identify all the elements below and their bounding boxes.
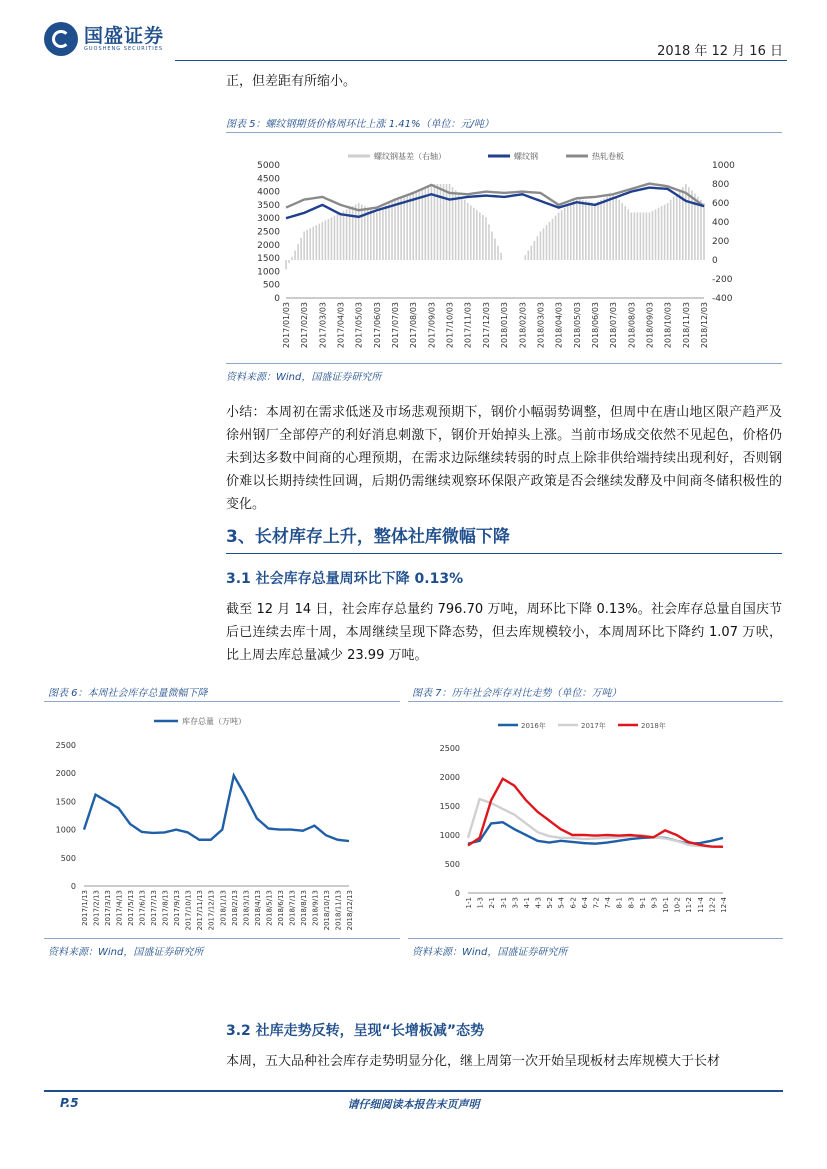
x-tick-label: 2017/09/03 xyxy=(427,302,437,349)
figure7-top-rule xyxy=(408,701,783,702)
x-tick-label: 2017/10/03 xyxy=(445,302,455,349)
legend-label: 螺纹钢 xyxy=(514,152,538,161)
left-tick-label: 5000 xyxy=(257,161,280,171)
x-tick-label: 2017/5/13 xyxy=(127,890,136,926)
x-tick-label: 2018/06/03 xyxy=(590,302,600,349)
x-tick-label: 2018/8/13 xyxy=(299,890,308,926)
figure7-bottom-rule xyxy=(408,938,783,939)
x-tick-label: 2018/2/13 xyxy=(230,890,239,926)
x-tick-label: 9-1 xyxy=(638,897,647,909)
x-tick-label: 2018/12/03 xyxy=(700,302,709,349)
x-tick-label: 2018/11/13 xyxy=(334,890,343,931)
x-tick-label: 11-4 xyxy=(696,897,705,913)
figure6-source: 资料来源：Wind，国盛证券研究所 xyxy=(48,947,204,958)
x-tick-label: 2018/09/03 xyxy=(645,302,655,349)
right-tick-label: -400 xyxy=(712,294,733,304)
y-tick-label: 0 xyxy=(70,882,76,891)
left-tick-label: 2500 xyxy=(257,227,280,238)
x-tick-label: 2018/08/03 xyxy=(627,302,637,349)
x-tick-label: 10-1 xyxy=(662,897,671,913)
figure5-title: 图表 5：螺纹钢期货价格周环比上涨 1.41%（单位：元/吨） xyxy=(226,119,494,130)
legend-label: 2017年 xyxy=(581,722,606,730)
y-tick-label: 2000 xyxy=(439,773,460,782)
x-tick-label: 2017/08/03 xyxy=(409,302,419,349)
section3-title: 3、长材库存上升，整体社库微幅下降 xyxy=(226,527,510,547)
legend-label: 热轧卷板 xyxy=(592,152,624,161)
y-tick-label: 1500 xyxy=(55,797,76,807)
figure5-top-rule xyxy=(226,132,782,133)
x-tick-label: 2017/11/13 xyxy=(196,890,205,931)
x-tick-label: 2017/10/13 xyxy=(184,890,193,931)
logo-icon xyxy=(44,22,78,56)
x-tick-label: 4-3 xyxy=(534,897,543,909)
x-tick-label: 12-4 xyxy=(720,897,728,913)
x-tick-label: 2017/6/13 xyxy=(138,890,147,926)
x-tick-label: 2018/9/13 xyxy=(311,890,320,926)
section3-rule xyxy=(226,553,782,554)
x-tick-label: 2017/04/03 xyxy=(336,302,346,349)
x-tick-label: 2017/9/13 xyxy=(173,890,182,926)
x-tick-label: 2017/02/03 xyxy=(300,302,310,349)
x-tick-label: 2018/7/13 xyxy=(288,890,297,926)
report-date: 2018 年 12 月 16 日 xyxy=(657,44,783,59)
left-tick-label: 1500 xyxy=(257,254,280,265)
x-tick-label: 2018/5/13 xyxy=(265,890,274,926)
x-tick-label: 1-3 xyxy=(476,897,485,909)
left-tick-label: 1000 xyxy=(257,267,280,278)
x-tick-label: 2018/04/03 xyxy=(554,302,564,349)
right-tick-label: 0 xyxy=(712,256,718,266)
x-tick-label: 5-4 xyxy=(557,897,566,909)
legend-label: 库存总量（万吨） xyxy=(182,717,246,726)
brand-logo xyxy=(44,22,164,56)
x-tick-label: 2017/1/13 xyxy=(81,890,89,926)
y-tick-label: 500 xyxy=(60,853,76,863)
figure6-bottom-rule xyxy=(44,938,400,939)
x-tick-label: 7-2 xyxy=(592,897,601,909)
right-tick-label: 600 xyxy=(712,199,730,209)
left-tick-label: 4000 xyxy=(257,187,280,198)
x-tick-label: 2018/05/03 xyxy=(572,302,582,349)
x-tick-label: 2017/12/03 xyxy=(481,302,491,349)
x-tick-label: 2018/10/03 xyxy=(663,302,673,349)
left-tick-label: 4500 xyxy=(257,174,280,185)
left-tick-label: 500 xyxy=(262,280,280,291)
x-tick-label: 2017/07/03 xyxy=(391,302,401,349)
section32-title: 3.2 社库走势反转，呈现“长增板减”态势 xyxy=(226,1023,485,1039)
series-line-2018年 xyxy=(468,779,723,847)
x-tick-label: 2018/01/03 xyxy=(500,302,510,349)
y-tick-label: 1000 xyxy=(439,831,460,840)
figure7-source: 资料来源：Wind，国盛证券研究所 xyxy=(412,947,568,958)
x-tick-label: 12-2 xyxy=(708,897,717,913)
x-tick-label: 11-2 xyxy=(685,897,694,913)
x-tick-label: 2017/8/13 xyxy=(161,890,170,926)
right-tick-label: -200 xyxy=(712,275,733,285)
x-tick-label: 2017/12/13 xyxy=(207,890,216,931)
x-tick-label: 4-1 xyxy=(522,897,531,909)
figure6-top-rule xyxy=(44,701,400,702)
x-tick-label: 2018/02/03 xyxy=(518,302,528,349)
left-tick-label: 3500 xyxy=(257,200,280,211)
figure5-source: 资料来源：Wind，国盛证券研究所 xyxy=(226,372,382,383)
section31-title: 3.1 社会库存总量周环比下降 0.13% xyxy=(226,571,464,587)
figure6-title: 图表 6：本周社会库存总量微幅下降 xyxy=(48,688,208,699)
inventory-line xyxy=(84,775,349,841)
x-tick-label: 2017/01/03 xyxy=(282,302,291,349)
x-tick-label: 6-4 xyxy=(580,897,589,909)
x-tick-label: 2018/4/13 xyxy=(253,890,262,926)
y-tick-label: 500 xyxy=(444,860,460,869)
x-tick-label: 2017/05/03 xyxy=(354,302,364,349)
left-tick-label: 3000 xyxy=(257,214,280,225)
y-tick-label: 1500 xyxy=(439,802,460,811)
y-tick-label: 0 xyxy=(454,889,460,898)
y-tick-label: 1000 xyxy=(55,825,76,835)
section32-paragraph: 本周，五大品种社会库存走势明显分化，继上周第一次开始呈现板材去库规模大于长材 xyxy=(226,1054,721,1069)
x-tick-label: 3-3 xyxy=(511,897,520,909)
legend-label: 螺纹钢基差（右轴） xyxy=(374,152,446,161)
right-tick-label: 1000 xyxy=(712,161,735,171)
x-tick-label: 7-4 xyxy=(604,897,613,909)
x-tick-label: 2-1 xyxy=(488,897,497,909)
intro-line: 正，但差距有所缩小。 xyxy=(226,74,357,89)
y-tick-label: 2500 xyxy=(439,744,460,753)
left-tick-label: 0 xyxy=(274,294,280,304)
x-tick-label: 2017/2/13 xyxy=(92,890,101,926)
x-tick-label: 2017/7/13 xyxy=(150,890,159,926)
x-tick-label: 2017/03/03 xyxy=(318,302,328,349)
x-tick-label: 2017/3/13 xyxy=(104,890,113,926)
left-tick-label: 2000 xyxy=(257,240,280,251)
header-rule xyxy=(175,60,787,61)
x-tick-label: 6-2 xyxy=(569,897,578,909)
page-number: P.5 xyxy=(60,1096,79,1110)
legend-label: 2018年 xyxy=(641,722,666,730)
figure5-bottom-rule xyxy=(226,363,782,364)
x-tick-label: 1-1 xyxy=(465,897,473,909)
figure5-chart xyxy=(226,135,782,360)
y-tick-label: 2000 xyxy=(55,769,76,779)
x-tick-label: 2018/12/13 xyxy=(346,890,354,931)
x-tick-label: 2017/4/13 xyxy=(115,890,124,926)
brand-name: 国盛证券 xyxy=(84,25,165,47)
x-tick-label: 10-2 xyxy=(673,897,682,913)
right-tick-label: 200 xyxy=(712,237,730,247)
x-tick-label: 2018/3/13 xyxy=(242,890,251,926)
x-tick-label: 8-1 xyxy=(615,897,624,909)
figure7-chart xyxy=(408,705,783,935)
footer-disclaimer: 请仔细阅读本报告末页声明 xyxy=(347,1098,480,1111)
x-tick-label: 2018/07/03 xyxy=(609,302,619,349)
x-tick-label: 2018/10/13 xyxy=(322,890,331,931)
figure6-chart xyxy=(44,705,400,935)
brand-sub: GUOSHENG SECURITIES xyxy=(84,46,164,52)
right-tick-label: 800 xyxy=(712,180,730,190)
x-tick-label: 2017/11/03 xyxy=(463,302,473,349)
x-tick-label: 2018/11/03 xyxy=(681,302,691,349)
x-tick-label: 5-2 xyxy=(546,897,555,909)
right-tick-label: 400 xyxy=(712,218,730,228)
x-tick-label: 2018/1/13 xyxy=(219,890,228,926)
x-tick-label: 9-3 xyxy=(650,897,659,909)
y-tick-label: 2500 xyxy=(55,741,76,750)
x-tick-label: 2018/03/03 xyxy=(536,302,546,349)
summary-paragraph: 小结：本周初在需求低迷及市场悲观预期下，钢价小幅弱势调整，但周中在唐山地区限产趋严及徐州钢厂全部停产的利好消息刺激下，钢价开始掉头上涨。当前市场成交依然不见起色，价格仍未到达多数中间商的心理预期，在需求边际继续转弱的时点上除非供给端持续出现利好，否则钢价难以长期持续性回调，后期仍需继续观察环保限产政策是否会继续发酵及中间商冬储积极性的变化。 xyxy=(226,405,782,512)
figure7-title: 图表 7：历年社会库存对比走势（单位：万吨） xyxy=(412,688,622,699)
x-tick-label: 2018/6/13 xyxy=(276,890,285,926)
section31-paragraph: 截至 12 月 14 日，社会库存总量约 796.70 万吨，周环比下降 0.13%。社会库存总量自国庆节后已连续去库十周，本周继续呈现下降态势，但去库规模较小，本周周环比下降约 1.07 万吠，比上周去库总量减少 23.99 万吨。 xyxy=(226,602,782,663)
footer-rule xyxy=(44,1090,783,1092)
x-tick-label: 8-3 xyxy=(627,897,636,909)
legend-label: 2016年 xyxy=(521,722,546,730)
x-tick-label: 2017/06/03 xyxy=(372,302,382,349)
x-tick-label: 3-1 xyxy=(499,897,508,909)
